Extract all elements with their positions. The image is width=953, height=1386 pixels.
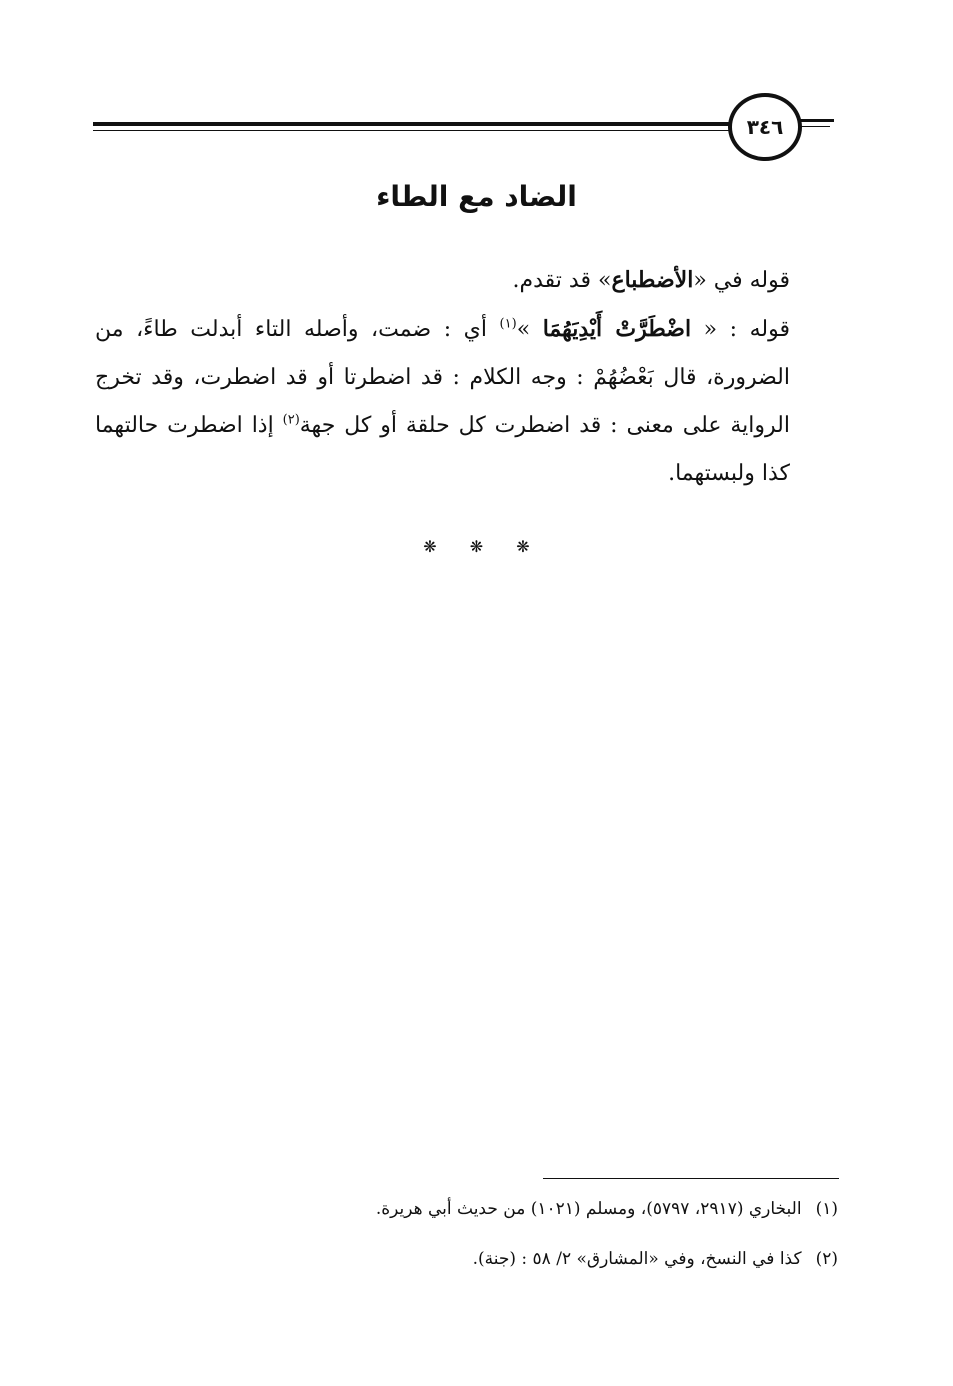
footnote-number: (٢) (815, 1249, 838, 1269)
paragraph-2-quote-close: » (516, 317, 543, 342)
page-number: ٣٤٦ (728, 93, 802, 161)
paragraph-2 (95, 305, 838, 498)
keyword-idtarrat: اضْطَرَّتْ أَيْدِيَهُمَا (542, 316, 692, 342)
separator-star-icon: ❋ (516, 537, 530, 556)
separator-star-icon: ❋ (469, 537, 484, 556)
header-rule-thin (93, 130, 729, 131)
paragraph-1 (95, 256, 838, 305)
footnote-1 (95, 1195, 838, 1223)
section-separator (0, 537, 953, 556)
footnote-text: البخاري (٢٩١٧، ٥٧٩٧)، ومسلم (١٠٢١) من حديث أبي هريرة. (375, 1199, 802, 1219)
header-rule-right (800, 119, 834, 122)
paragraph-1-prefix: قوله في « (693, 268, 790, 293)
keyword-idtiba: الأضطباع (611, 267, 694, 293)
header-rule-right-thin (800, 126, 830, 127)
section-title: الضاد مع الطاء (376, 180, 577, 213)
keyword-badhuhum: بَعْضُهُمْ (593, 365, 654, 390)
header-rule-thick (93, 122, 729, 126)
footnotes (95, 1195, 838, 1295)
separator-star-icon: ❋ (423, 537, 437, 556)
paragraph-2-text-c: إذا اضطرت حالتهما كذا ولبستهما. (95, 413, 790, 486)
footnote-ref-2[interactable]: (٢) (282, 412, 300, 428)
footnote-2 (95, 1245, 838, 1273)
paragraph-2-prefix: قوله : « (691, 317, 791, 342)
footnote-number: (١) (815, 1199, 838, 1219)
footnote-divider (543, 1178, 839, 1179)
footnote-text: كذا في النسخ، وفي «المشارق» ٢/ ٥٨ : (جنة). (472, 1249, 802, 1269)
paragraph-2-text-b: : وجه الكلام : قد اضطرتا أو قد اضطرت، وقد تخرج الرواية على معنى : قد اضطرت كل حلقة أو كل جهة (95, 365, 790, 438)
paragraph-1-suffix: » قد تقدم. (512, 268, 612, 293)
body-text (95, 256, 838, 498)
paragraph-2-text-a: أي : ضمت، وأصله التاء أبدلت طاءً، من الضرورة، قال (95, 317, 790, 390)
footnote-ref-1[interactable]: (١) (499, 316, 517, 332)
